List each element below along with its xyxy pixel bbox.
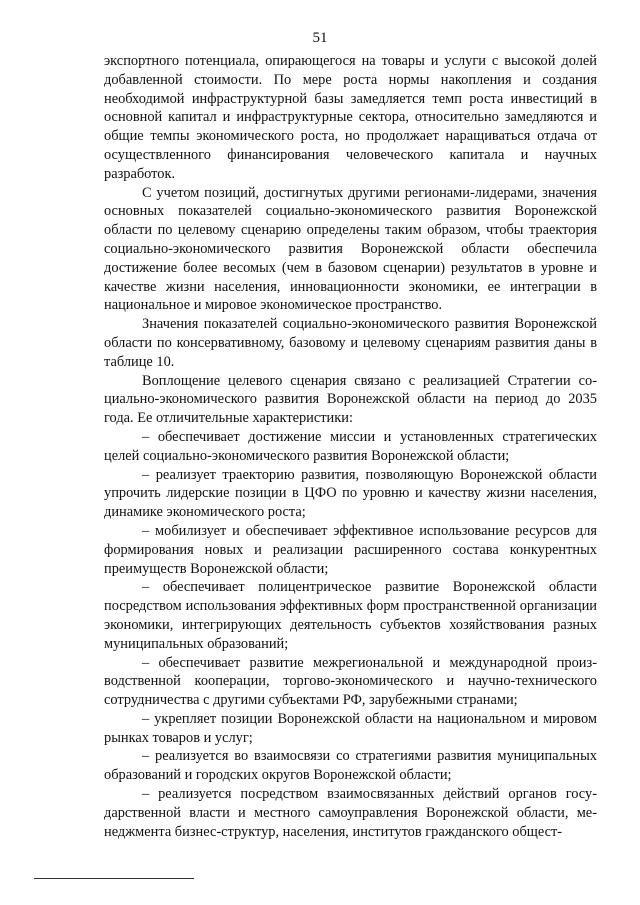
list-item-cooperation: – обеспечивает развитие межрегиональной и международной производственной кооперации, торгово-экономического и научно-технического сотрудничества с другими субъектами РФ, зарубежными странами; [104,654,597,709]
list-item-mission: – обеспечивает достижение миссии и установленных стратегических целей социально-экономического развития Воронежской области; [104,428,597,464]
list-item-polycentric: – обеспечивает полицентрическое развитие Воронежской области посредством использования эффективных форм пространственной организации экономики, интегрирующих деятельность субъектов хозяйствования разных муниципальных образований; [104,579,597,652]
page-number: 51 [312,30,328,46]
list-item-municipal-strategies: – реализуется во взаимосвязи со стратегиями развития муниципальных образований и городских округов Воронежской области; [104,748,597,784]
list-item-trajectory: – реализует траекторию развития, позволяющую Воронежской области упрочить лидерские позиции в ЦФО по уровню и качеству жизни населения, динамике экономического роста; [104,466,597,521]
paragraph-export-potential: экспортного потенциала, опирающегося на товары и услуги с высокой долей добавленной стоимости. По мере роста нормы накопления и создания необходимой инфраструктурной базы замедляется темп роста инвестиций в основной капитал и инфраструктурные сектора, относительно замедляются и общие темпы экономического роста, но продолжает наращиваться отдача от осуществленного финансирования человеческого капитала и научных разработок. [104,53,597,182]
paragraph-table-reference: Значения показателей социально-экономического развития Воронежской области по консервативному, базовому и целевому сценариям развития даны в таблице 10. [104,316,597,370]
list-item-markets: – укрепляет позиции Воронежской области на национальном и мировом рынках товаров и услуг; [104,710,597,746]
footnote-divider [34,878,194,879]
body-text [104,52,597,841]
paragraph-strategy-intro: Воплощение целевого сценария связано с реализацией Стратегии социально-экономического развития Воронежской области на период до 2035 года. Ее отличительные характеристики: [104,372,597,427]
list-item-joint-actions: – реализуется посредством взаимосвязанных действий органов государственной власти и местного самоуправления Воронежской области, менеджмента бизнес-структур, населения, институтов гражданского общест- [104,786,597,840]
paragraph-target-scenario: С учетом позиций, достигнутых другими регионами-лидерами, значения основных показателей социально-экономического развития Воронежской области по целевому сценарию определены таким образом, чтобы траектория социально-экономического развития Воронежской области обеспечила достижение более весомых (чем в базовом сценарии) результатов в уровне и качестве жизни населения, инновационности экономики, ее интеграции в национальное и мировое экономическое пространство. [104,184,597,314]
list-item-resources: – мобилизует и обеспечивает эффективное использование ресурсов для формирования новых и реализации расширенного состава конкурентных преимуществ Воронежской области; [104,522,597,577]
